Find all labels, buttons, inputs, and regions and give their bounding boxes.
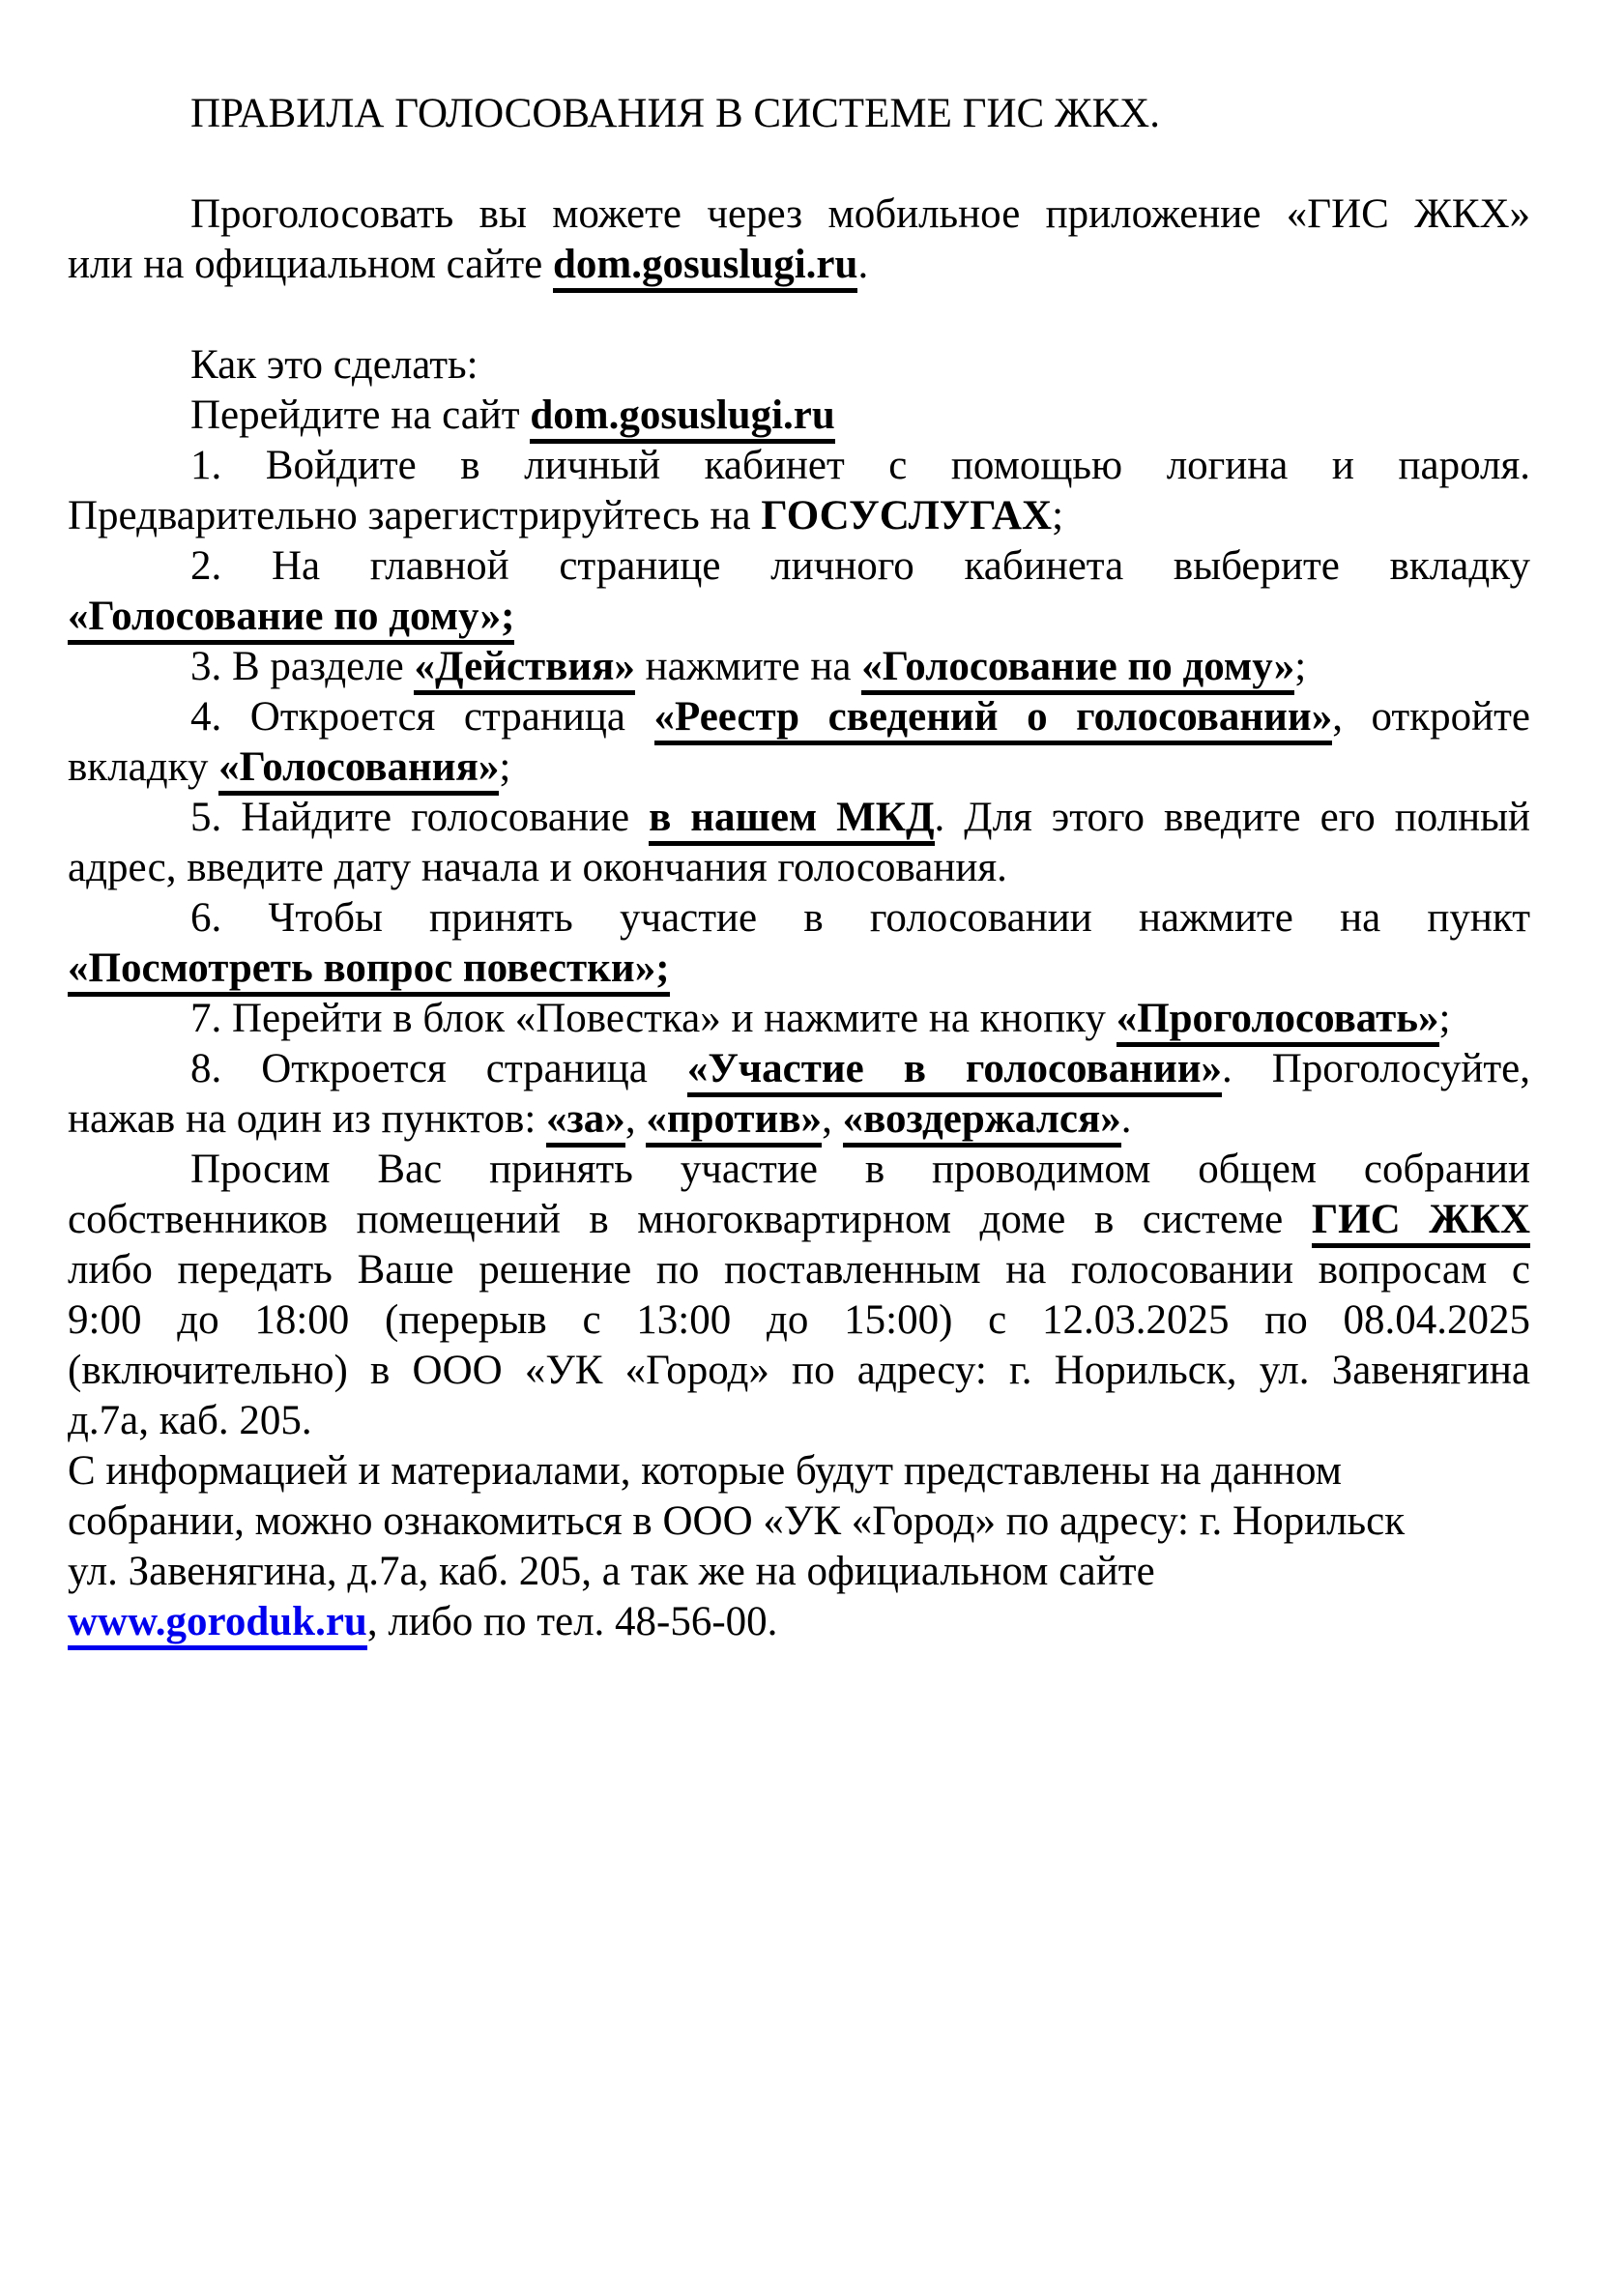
text-segment: «Действия»	[414, 644, 634, 695]
invitation-line-3	[68, 1245, 1530, 1295]
text-segment: 4. Откроется страница	[190, 694, 654, 740]
link-goroduk[interactable]: www.goroduk.ru	[68, 1599, 367, 1650]
text-segment: Просим Вас принять участие в проводимом общем собрании	[190, 1147, 1530, 1192]
text-segment: 8. Откроется страница	[190, 1046, 687, 1091]
text-segment: ,	[624, 1096, 647, 1142]
text-segment: ;	[1294, 644, 1307, 689]
text-segment: «против»	[646, 1096, 822, 1148]
text-segment: 2. На главной странице личного кабинета выберите вкладку	[190, 543, 1530, 589]
invitation-line-2	[68, 1195, 1530, 1245]
text-segment: 3. В разделе	[190, 644, 415, 689]
text-segment: нажмите на	[634, 644, 862, 689]
text-segment: «Голосования»	[218, 744, 499, 796]
invitation-line-5	[68, 1346, 1530, 1396]
text-segment: 9:00 до 18:00 (перерыв с 13:00 до 15:00) с 12.03.2025 по 08.04.2025	[68, 1297, 1530, 1343]
text-segment: адрес, введите дату начала и окончания голосования.	[68, 845, 1007, 890]
text-segment: . Для этого введите его полный	[934, 795, 1531, 840]
info-line-3	[68, 1547, 1530, 1597]
info-line-2	[68, 1497, 1530, 1547]
step-4-line-2	[68, 742, 1530, 793]
intro-line-2	[68, 240, 1530, 290]
step-6-line-1	[68, 893, 1530, 944]
text-segment: вкладку	[68, 744, 219, 790]
step-8-line-1	[68, 1044, 1530, 1094]
text-segment: Проголосовать вы можете через мобильное приложение «ГИС ЖКХ»	[190, 191, 1530, 237]
text-segment: Предварительно зарегистрируйтесь на	[68, 493, 762, 538]
text-segment: , откройте	[1332, 694, 1531, 740]
text-segment: 6. Чтобы принять участие в голосовании нажмите на пункт	[190, 895, 1530, 941]
intro-line-1	[68, 189, 1530, 240]
text-segment: д.7а, каб. 205.	[68, 1398, 312, 1443]
text-segment: ул. Завенягина, д.7а, каб. 205, а так же на официальном сайте	[68, 1549, 1155, 1594]
step-4-line-1	[68, 692, 1530, 742]
text-segment: в нашем МКД	[649, 795, 934, 846]
document-title	[68, 89, 1530, 139]
text-segment: ;	[1052, 493, 1064, 538]
text-segment: ГИС ЖКХ	[1312, 1197, 1530, 1248]
step-5-line-2	[68, 843, 1530, 893]
text-segment: ;	[499, 744, 511, 790]
step-7-line-1	[68, 994, 1530, 1044]
text-segment: dom.gosuslugi.ru	[553, 242, 857, 293]
how-to-heading	[68, 340, 1530, 391]
text-segment: «Проголосовать»	[1116, 996, 1439, 1047]
invitation-line-4	[68, 1295, 1530, 1346]
step-6-line-2	[68, 944, 1530, 994]
blank-line	[68, 290, 1530, 340]
text-segment: 1. Войдите в личный кабинет с помощью логина и пароля.	[190, 443, 1530, 488]
text-segment: «воздержался»	[843, 1096, 1121, 1148]
text-segment: «за»	[546, 1096, 625, 1148]
info-line-4	[68, 1597, 1530, 1647]
info-line-1	[68, 1446, 1530, 1497]
text-segment: , либо по тел. 48-56-00.	[366, 1599, 778, 1644]
text-segment: ПРАВИЛА ГОЛОСОВАНИЯ В СИСТЕМЕ ГИС ЖКХ.	[190, 91, 1160, 136]
text-segment: собрании, можно ознакомиться в ООО «УК «Город» по адресу: г. Норильск	[68, 1498, 1406, 1544]
text-segment: 7. Перейти в блок «Повестка» и нажмите на кнопку	[190, 996, 1116, 1041]
text-segment: «Участие в голосовании»	[687, 1046, 1222, 1097]
text-segment: ГОСУСЛУГАХ	[761, 493, 1053, 538]
step-3-line-1	[68, 642, 1530, 692]
invitation-line-1	[68, 1145, 1530, 1195]
step-5-line-1	[68, 793, 1530, 843]
step-1-line-2	[68, 491, 1530, 541]
invitation-line-6	[68, 1396, 1530, 1446]
goto-site-line	[68, 391, 1530, 441]
text-segment: .	[857, 242, 869, 287]
text-segment: Как это сделать:	[190, 342, 478, 388]
text-segment: либо передать Ваше решение по поставленным на голосовании вопросам с	[68, 1247, 1530, 1293]
text-segment: . Проголосуйте,	[1222, 1046, 1530, 1091]
text-segment: (включительно) в ООО «УК «Город» по адресу: г. Норильск, ул. Завенягина	[68, 1348, 1530, 1393]
text-segment: ;	[1438, 996, 1451, 1041]
text-segment: С информацией и материалами, которые будут представлены на данном	[68, 1448, 1342, 1494]
text-segment: «Реестр сведений о голосовании»	[654, 694, 1333, 745]
blank-line	[68, 139, 1530, 189]
text-segment: Перейдите на сайт	[190, 392, 531, 438]
text-segment: .	[1120, 1096, 1132, 1142]
step-8-line-2	[68, 1094, 1530, 1145]
text-segment: собственников помещений в многоквартирном доме в системе	[68, 1197, 1312, 1242]
text-segment: 5. Найдите голосование	[190, 795, 650, 840]
text-segment: «Голосование по дому»;	[68, 594, 514, 645]
text-segment: ,	[822, 1096, 843, 1142]
text-segment: нажав на один из пунктов:	[68, 1096, 547, 1142]
step-2-line-1	[68, 541, 1530, 592]
text-segment: «Посмотреть вопрос повестки»;	[68, 945, 670, 997]
text-segment: или на официальном сайте	[68, 242, 553, 287]
text-segment: dom.gosuslugi.ru	[530, 392, 834, 444]
text-segment: «Голосование по дому»	[861, 644, 1294, 695]
step-2-line-2	[68, 592, 1530, 642]
step-1-line-1	[68, 441, 1530, 491]
